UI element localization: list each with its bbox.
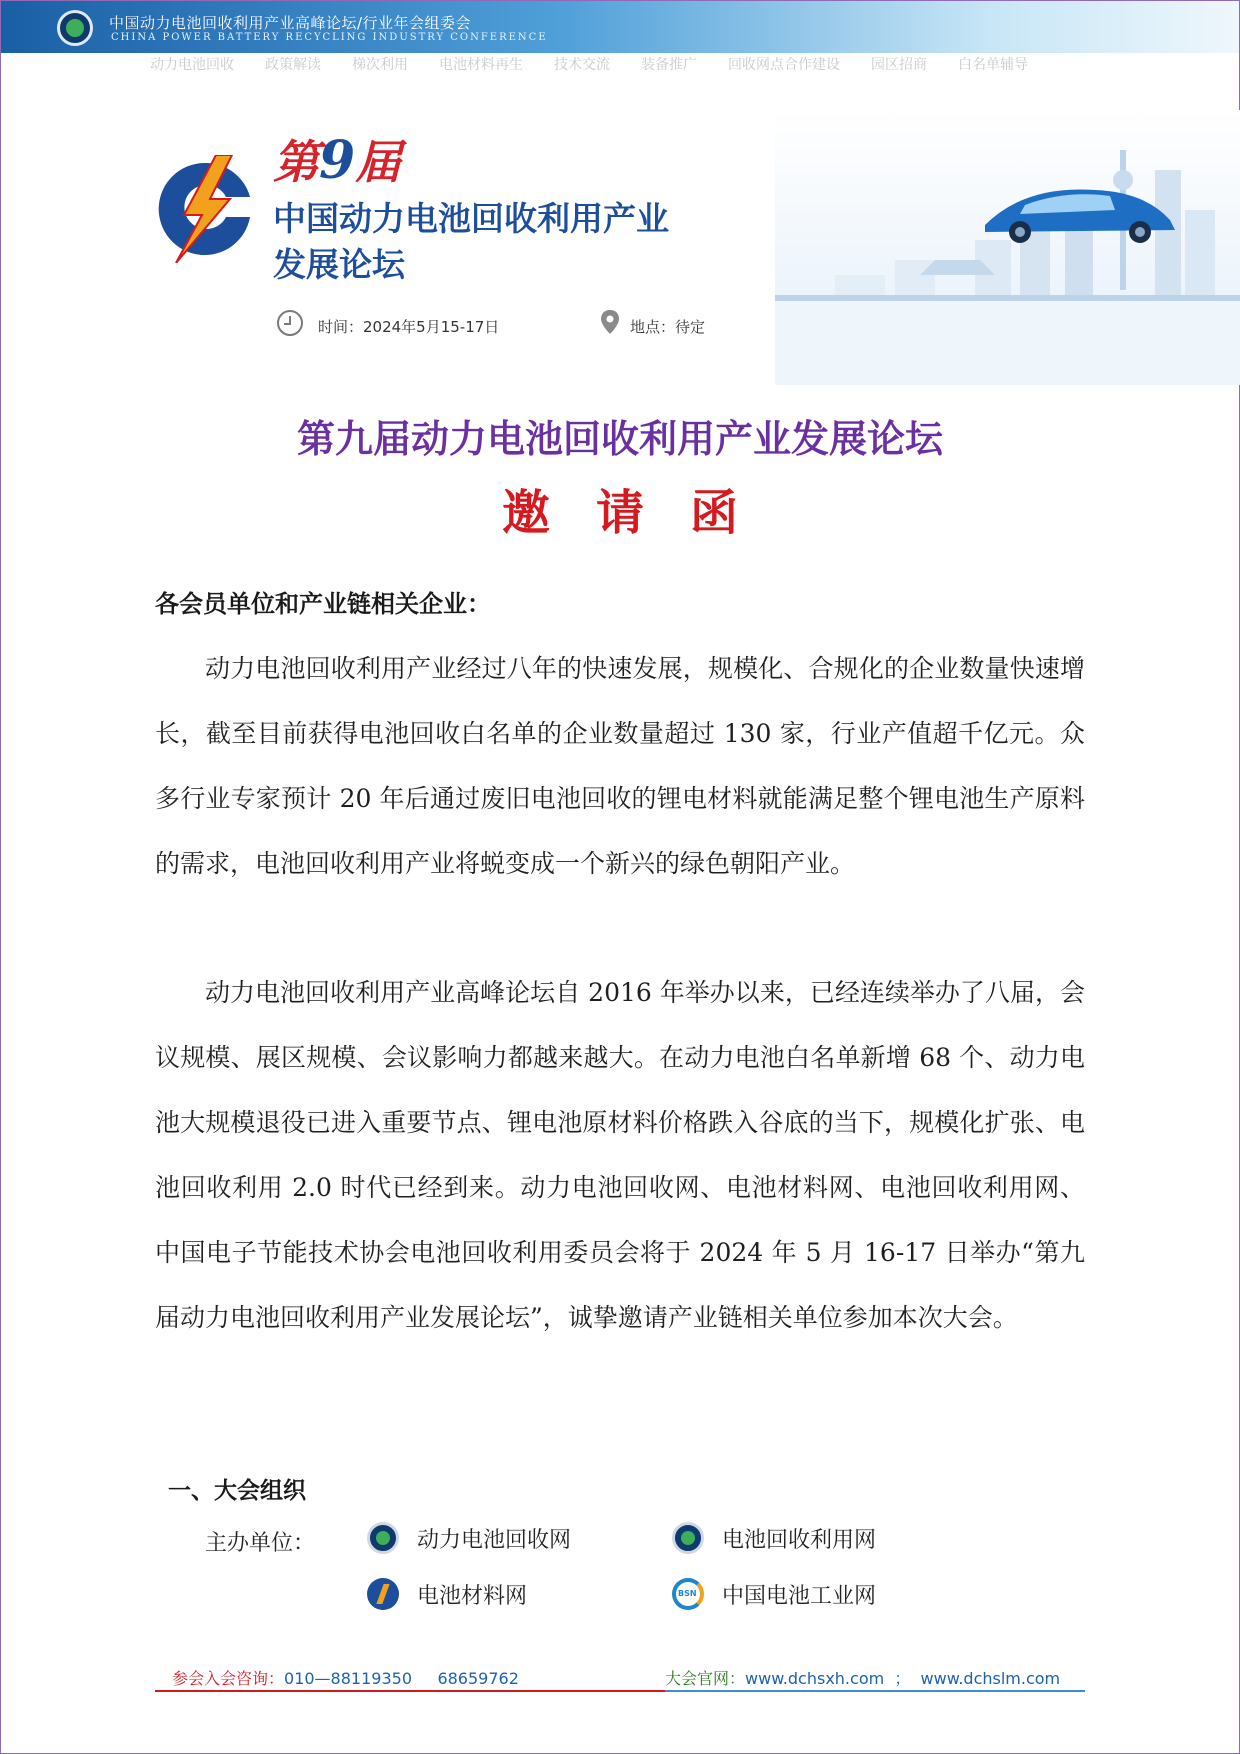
- forum-logo-icon: [150, 155, 258, 263]
- site-link-2[interactable]: www.dchslm.com: [920, 1669, 1061, 1688]
- document-subtitle: 邀请函: [501, 485, 784, 541]
- site-label: 大会官网：: [665, 1669, 746, 1688]
- hero-title-line1: 中国动力电池回收利用产业: [273, 199, 669, 238]
- site-separator: ；: [894, 1669, 911, 1688]
- host-name: 电池回收利用网: [722, 1527, 877, 1553]
- banner-subtitle: CHINA POWER BATTERY RECYCLING INDUSTRY CONFERENCE: [111, 32, 548, 43]
- banner-title: 中国动力电池回收利用产业高峰论坛/行业年会组委会: [109, 14, 472, 32]
- host-name: 中国电池工业网: [722, 1583, 877, 1609]
- top-nav: [150, 54, 1110, 76]
- edition-number: 9: [319, 130, 356, 191]
- city-skyline-illustration: [775, 110, 1240, 385]
- nav-item-park-investment[interactable]: 园区招商: [871, 57, 927, 73]
- consult-phone-2[interactable]: 68659762: [437, 1669, 519, 1688]
- consult-phone-1[interactable]: 010—88119350: [284, 1669, 412, 1688]
- china-battery-industry-net-logo-icon: [672, 1578, 704, 1610]
- top-banner: [1, 1, 1239, 53]
- document-title: 第九届动力电池回收利用产业发展论坛: [296, 416, 943, 461]
- nav-item-material-regeneration[interactable]: 电池材料再生: [439, 57, 523, 73]
- host-battery-material-net: [367, 1578, 527, 1610]
- nav-item-equipment[interactable]: 装备推广: [641, 57, 697, 73]
- hero-title: [273, 196, 733, 288]
- clock-icon: [277, 310, 303, 336]
- footer-divider-blue: [665, 1690, 1085, 1692]
- power-battery-recycling-net-logo-icon: [367, 1522, 399, 1554]
- site-link-1[interactable]: www.dchsxh.com: [745, 1669, 885, 1688]
- host-name: 动力电池回收网: [417, 1527, 572, 1553]
- edition-prefix: 第: [273, 135, 319, 189]
- battery-recycling-utilization-net-logo-icon: [672, 1522, 704, 1554]
- salutation: 各会员单位和产业链相关企业：: [155, 589, 491, 618]
- host-china-battery-industry-net: [672, 1578, 876, 1610]
- edition-label: [273, 126, 401, 192]
- host-power-battery-recycling-net: [367, 1522, 571, 1554]
- edition-suffix: 届: [355, 135, 402, 189]
- conference-logo-icon: [57, 10, 93, 46]
- footer-consult: [172, 1666, 519, 1689]
- nav-item-tech-exchange[interactable]: 技术交流: [554, 57, 610, 73]
- nav-item-policy[interactable]: 政策解读: [265, 57, 321, 73]
- location-pin-icon: [600, 310, 620, 334]
- hero-title-line2: 发展论坛: [273, 245, 405, 284]
- host-name: 电池材料网: [417, 1583, 528, 1609]
- paragraph-1: 动力电池回收利用产业经过八年的快速发展，规模化、合规化的企业数量快速增长，截至目前获得电池回收白名单的企业数量超过 130 家，行业产值超千亿元。众多行业专家预计 20 年后通过废旧电池回收的锂电材料就能满足整个锂电池生产原料的需求，电池回收利用产业将蜕变成一个新兴的绿色朝阳产业。: [155, 654, 1085, 878]
- nav-item-network-building[interactable]: 回收网点合作建设: [728, 57, 840, 73]
- nav-item-battery-recycling[interactable]: 动力电池回收: [150, 57, 234, 73]
- paragraph-2: 动力电池回收利用产业高峰论坛自 2016 年举办以来，已经连续举办了八届，会议规模、展区规模、会议影响力都越来越大。在动力电池白名单新增 68 个、动力电池大规模退役已进入重要节点、锂电池原材料价格跌入谷底的当下，规模化扩张、电池回收利用 2.0 时代已经到来。动力电池回收网、电池材料网、电池回收利用网、中国电子节能技术协会电池回收利用委员会将于 2024 年 5 月 16-17 日举办“第九届动力电池回收利用产业发展论坛”，诚挚邀请产业链相关单位参加本次大会。: [155, 978, 1085, 1332]
- section-title-organization: 一、大会组织: [168, 1478, 306, 1504]
- consult-label: 参会入会咨询：: [172, 1669, 285, 1688]
- event-time: 时间：2024年5月15-17日: [318, 318, 500, 336]
- battery-material-net-logo-icon: [367, 1578, 399, 1610]
- host-label: 主办单位：: [205, 1531, 316, 1556]
- host-battery-recycling-utilization-net: [672, 1522, 876, 1554]
- nav-item-cascade-use[interactable]: 梯次利用: [352, 57, 408, 73]
- event-place: 地点：待定: [630, 318, 706, 336]
- footer-site: [665, 1666, 1060, 1689]
- nav-item-whitelist[interactable]: 白名单辅导: [958, 57, 1028, 73]
- footer-divider-red: [155, 1690, 665, 1692]
